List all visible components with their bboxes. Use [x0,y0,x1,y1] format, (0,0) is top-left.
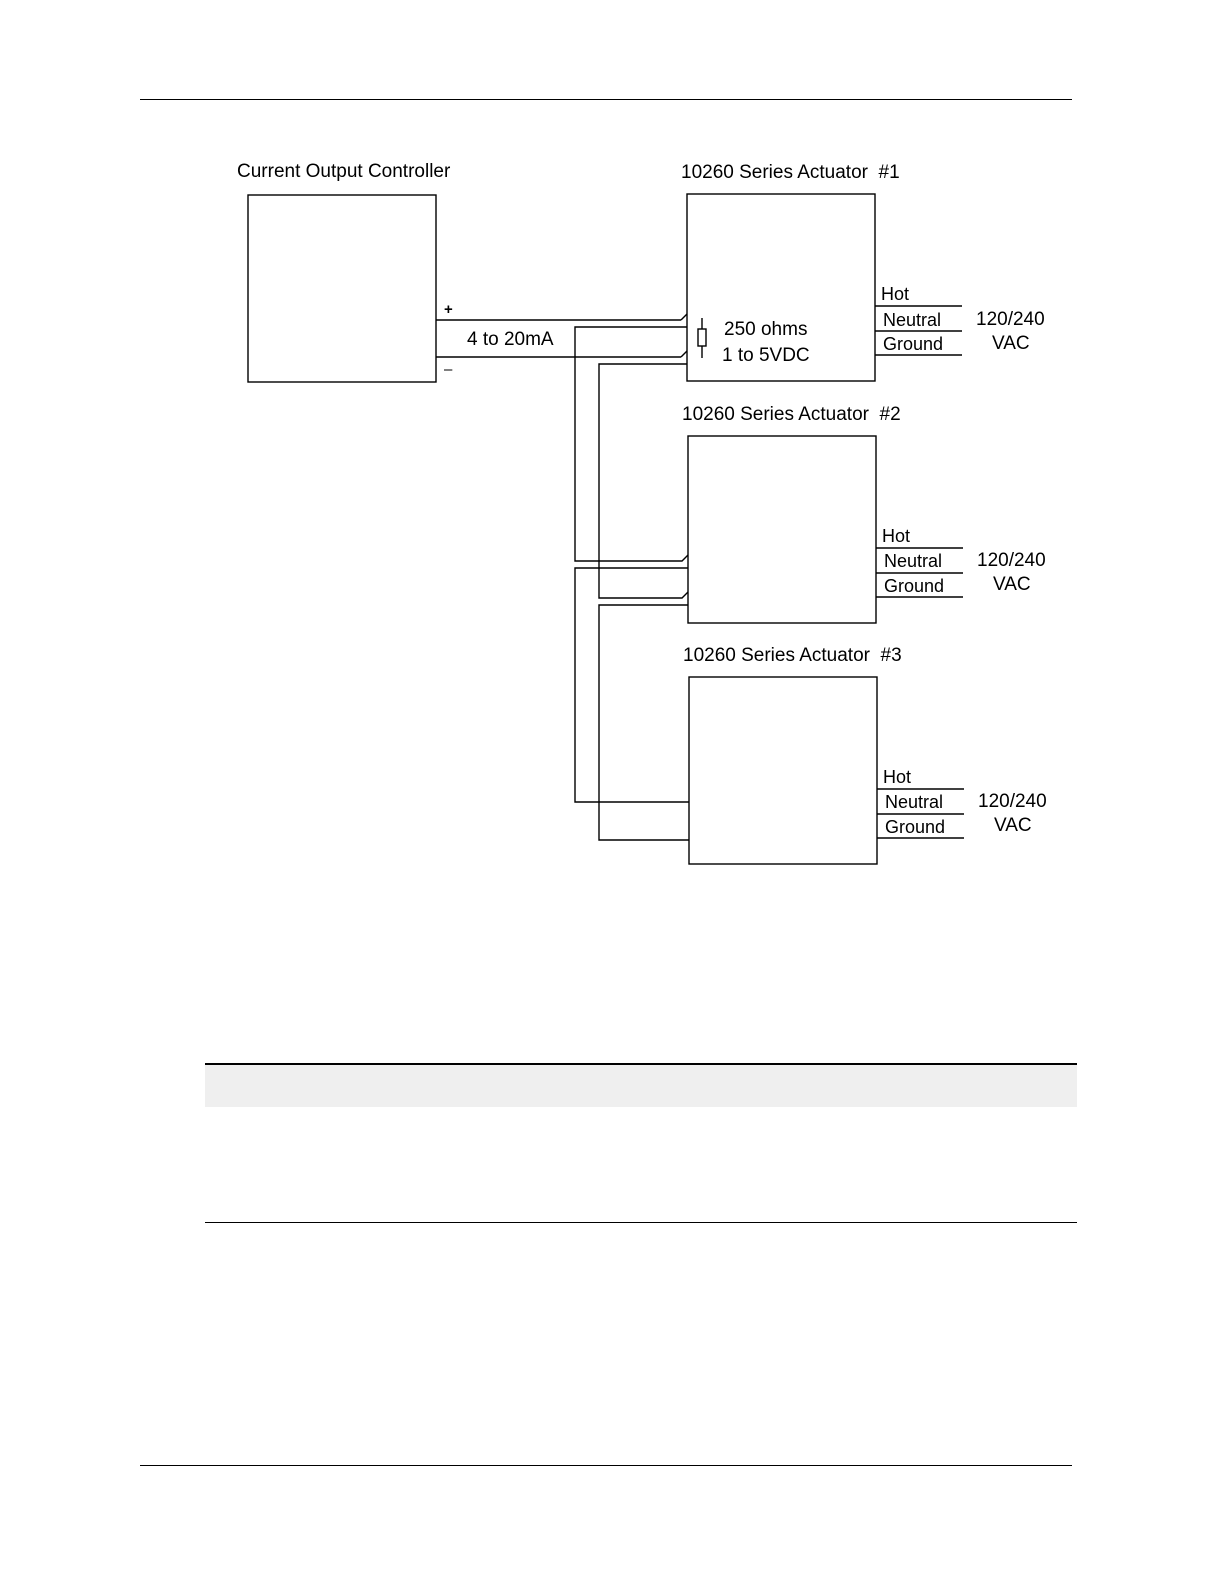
actuator-2-ground-label: Ground [884,576,945,596]
actuator-1-voltage-unit-label: VAC [992,333,1030,354]
actuator-1-ground-label: Ground [883,334,944,354]
table-header-band [205,1063,1077,1107]
wire-loop-b [599,364,688,598]
actuator-2-title: 10260 Series Actuator #2 [682,404,901,425]
signal-label: 4 to 20mA [467,329,554,350]
actuator-3-neutral-label: Neutral [885,792,944,812]
actuator-3-ground-label: Ground [885,817,946,837]
resistor-symbol [698,329,706,346]
table-bottom-rule [205,1222,1077,1223]
actuator-3-box [689,677,877,864]
actuator-1-voltage-label: 120/240 [976,309,1045,330]
controller-minus-label: – [444,361,453,378]
wire-loop-d [599,605,689,840]
wire-loop-c [575,568,689,802]
resistor-range-label: 1 to 5VDC [722,345,810,366]
controller-box [248,195,436,382]
actuator-1-hot-label: Hot [881,284,910,304]
controller-plus-label: + [444,301,453,318]
actuator-1-title: 10260 Series Actuator #1 [681,162,900,183]
actuator-2-voltage-unit-label: VAC [993,574,1031,595]
actuator-1-neutral-label: Neutral [883,310,942,330]
actuator-3-voltage-label: 120/240 [978,791,1047,812]
actuator-2-hot-label: Hot [882,526,911,546]
actuator-3-voltage-unit-label: VAC [994,815,1032,836]
actuator-2-box [688,436,876,623]
actuator-3-title: 10260 Series Actuator #3 [683,645,902,666]
actuator-2-neutral-label: Neutral [884,551,943,571]
footer-rule [140,1465,1072,1466]
controller-title: Current Output Controller [237,161,451,182]
wire-loop-a [575,327,688,561]
resistor-value-label: 250 ohms [724,319,808,340]
actuator-3-hot-label: Hot [883,767,912,787]
actuator-2-voltage-label: 120/240 [977,550,1046,571]
